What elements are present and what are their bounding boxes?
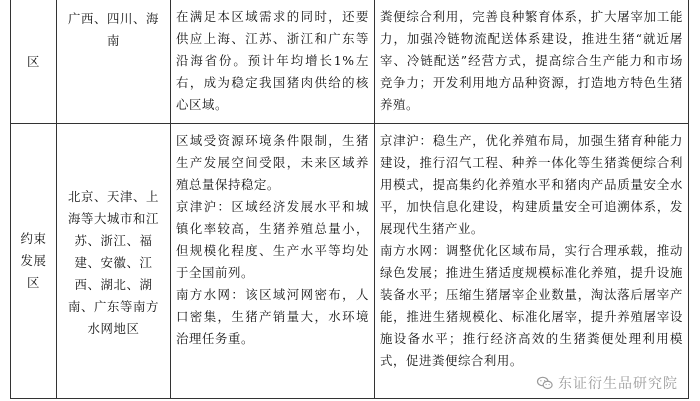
measures-text: 粪便综合利用，完善良种繁育体系，扩大屠宰加工能力，加强冷链物流配送体系建设，推进生猪“就近屠宰、冷链配送”经营方式，提高综合生产能力和市场竞争力；开发利用地方品种资源，打造地方特色生猪养殖。 xyxy=(380,9,683,112)
characteristics-text: 区域受资源环境条件限制，生猪生产发展空间受限，未来区域养殖总量保持稳定。 xyxy=(176,133,369,192)
characteristics-cell xyxy=(171,124,375,399)
region-cell: 约束发展区 xyxy=(11,124,57,399)
watermark xyxy=(536,373,678,393)
table-row xyxy=(11,124,689,399)
wechat-icon xyxy=(536,374,554,392)
regional-layout-table xyxy=(10,0,689,399)
characteristics-cell xyxy=(171,0,375,124)
watermark-text: 东证衍生品研究院 xyxy=(558,376,678,392)
table-row xyxy=(11,0,689,124)
provinces-cell: 北京、天津、上海等大城市和江苏、浙江、福建、安徽、江西、湖北、湖南、广东等南方水网地区 xyxy=(57,124,171,399)
measures-cell xyxy=(375,0,689,124)
measures-cell xyxy=(375,124,689,399)
provinces-cell: 广西、四川、海南 xyxy=(57,0,171,124)
measures-text: 京津沪：稳生产，优化养殖布局，加强生猪育种能力建设，推行沼气工程、种养一体化等生猪粪便综合利用模式，提高集约化养殖水平和猪肉产品质量安全水平，加快信息化建设，构建质量安全可追溯体系，发展现代生猪产业。 xyxy=(380,133,683,236)
characteristics-text: 南方水网：该区域河网密布，人口密集，生猪产销量大，水环境治理任务重。 xyxy=(176,287,369,346)
characteristics-text: 京津沪：区域经济发展水平和城镇化率较高，生猪养殖总量小，但规模化程度、生产水平等均处于全国前列。 xyxy=(176,199,369,280)
measures-text: 南方水网：调整优化区域布局，实行合理承载，推动绿色发展；推进生猪适度规模标准化养殖，提升设施装备水平；压缩生猪屠宰企业数量，淘汰落后屠宰产能，推进生猪规模化、标准化屠宰，提升养殖屠宰设施设备水平；推行经济高效的生猪粪便处理利用模式，促进粪便综合利用。 xyxy=(380,243,683,368)
region-cell: 区 xyxy=(11,0,57,124)
characteristics-text: 在满足本区域需求的同时，还要供应上海、江苏、浙江和广东等沿海省份。预计年均增长1%左右，成为稳定我国猪肉供给的核心区域。 xyxy=(176,9,369,112)
